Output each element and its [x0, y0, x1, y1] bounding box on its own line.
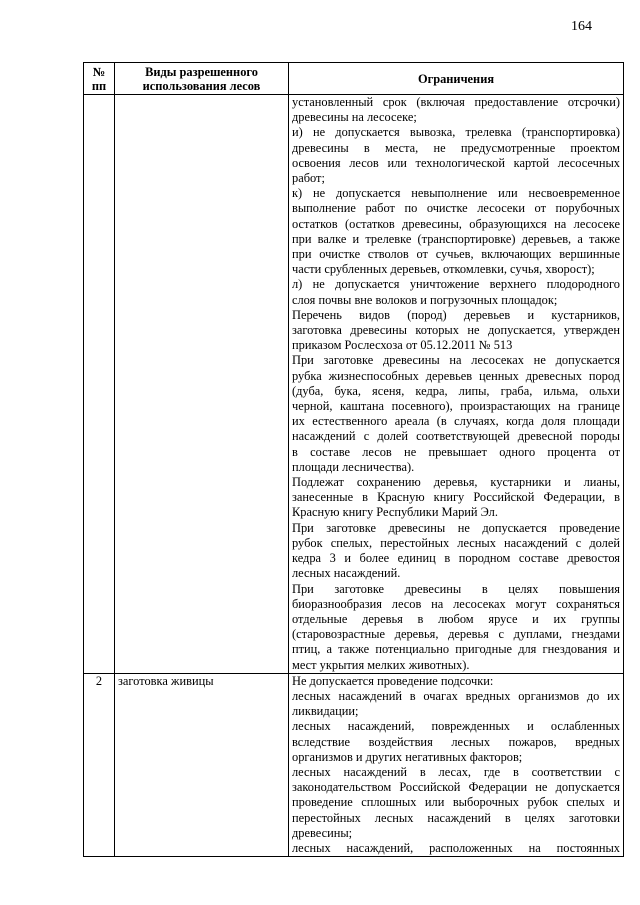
table-row: [84, 673, 624, 856]
text-line: черной, каштана посевного), произрастающих на границе: [292, 399, 620, 414]
text-line: лесных насаждений в лесах, где в соответствии с: [292, 764, 620, 779]
text-line: приказом Рослесхоза от 05.12.2011 № 513: [292, 338, 513, 353]
text-line: их естественного ареала (в случаях, когда доля площади: [292, 414, 620, 429]
text-line: площади лесничества).: [292, 459, 415, 474]
text-line: При заготовке древесины не допускается проведение: [292, 520, 620, 535]
text-line: Подлежат сохранению деревья, кустарники и лианы,: [292, 475, 620, 490]
restrictions-table: [83, 62, 624, 857]
text-line: законодательством Российской Федерации не допускается: [292, 780, 620, 795]
row-num-cell: [84, 95, 115, 674]
text-line: работ;: [292, 171, 325, 186]
header-kind-line: использования лесов: [142, 78, 261, 93]
text-line: Не допускается проведение подсочки:: [292, 673, 494, 688]
table-header-row: [84, 63, 624, 95]
page-number: 164: [571, 19, 592, 34]
text-line: при валке и трелевке (транспортировке) деревьев, а также: [292, 231, 620, 246]
text-line: и) не допускается вывозка, трелевка (транспортировка): [292, 125, 620, 140]
row-kind-cell: заготовка живицы: [115, 673, 289, 856]
text-line: При заготовке древесины в целях повышения: [292, 581, 620, 596]
text-line: насаждений с долей соответствующей древесной породы: [292, 429, 620, 444]
header-kind-line: Виды разрешенного: [145, 64, 258, 79]
text-line: слоя почвы вне волоков и погрузочных площадок;: [292, 292, 558, 307]
header-restrictions: Ограничения: [289, 63, 624, 95]
text-line: рубок спелых, перестойных лесных насаждений с долей: [292, 535, 620, 550]
text-line: лесных насаждений.: [292, 566, 401, 581]
row-restrictions-cell: [289, 673, 624, 856]
text-line: птиц, а также потенциально пригодные для гнездования и: [292, 642, 620, 657]
text-line: выполнение работ по очистке лесосеки от порубочных: [292, 201, 620, 216]
restrictions-text: [292, 95, 620, 673]
text-line: части срубленных деревьев, откомлевки, сучья, хворост);: [292, 262, 595, 277]
text-line: древесины на лесосеке;: [292, 110, 417, 125]
header-num-line: пп: [91, 78, 107, 93]
text-line: организмов и других негативных факторов;: [292, 749, 523, 764]
text-line: Перечень видов (пород) деревьев и кустарников,: [292, 307, 620, 322]
text-line: проведение сплошных или выборочных рубок спелых и: [292, 795, 620, 810]
text-line: кедра 3 и более единиц в породном составе древостоя: [292, 551, 620, 566]
text-line: (старовозрастные деревья, деревья с дуплами, гнездами: [292, 627, 620, 642]
text-line: мест укрытия мелких животных).: [292, 657, 470, 672]
text-line: При заготовке древесины на лесосеках не допускается: [292, 353, 620, 368]
restrictions-text: [292, 674, 620, 856]
text-line: вследствие воздействия лесных пожаров, вредных: [292, 734, 620, 749]
text-line: освоения лесов или технологической картой лесосечных: [292, 155, 620, 170]
text-line: ликвидации;: [292, 704, 359, 719]
row-restrictions-cell: [289, 95, 624, 674]
row-kind-cell: [115, 95, 289, 674]
text-line: в составе лесов не превышает одного процента от: [292, 444, 620, 459]
text-line: перестойных лесных насаждений в целях заготовки: [292, 810, 620, 825]
text-line: лесных насаждений, поврежденных и ослабленных: [292, 719, 620, 734]
text-line: (дуба, бука, ясеня, кедра, липы, граба, ильма, ольхи: [292, 383, 620, 398]
text-line: древесины;: [292, 825, 353, 840]
text-line: рубка жизнеспособных деревьев ценных древесных пород: [292, 368, 620, 383]
text-line: остатков (остатков древесины, образующихся на лесосеке: [292, 216, 620, 231]
text-line: древесины в места, не предусмотренные проектом: [292, 140, 620, 155]
text-line: биоразнообразия лесов на лесосеках могут сохраняться: [292, 596, 620, 611]
text-line: заготовка древесины которых не допускается, утвержден: [292, 323, 620, 338]
header-num: [84, 63, 115, 95]
header-num-line: №: [92, 64, 106, 79]
text-line: лесных насаждений, расположенных на постоянных: [292, 840, 620, 855]
text-line: л) не допускается уничтожение верхнего плодородного: [292, 277, 620, 292]
text-line: к) не допускается невыполнение или несвоевременное: [292, 186, 620, 201]
text-line: Красную книгу Республики Марий Эл.: [292, 505, 498, 520]
text-line: установленный срок (включая предоставление отсрочки): [292, 95, 620, 109]
text-line: занесенные в Красную книгу Российской Федерации, в: [292, 490, 620, 505]
text-line: при очистке стволов от сучьев, включающих вершинные: [292, 247, 620, 262]
table-row: [84, 95, 624, 674]
text-line: отдельные деревья в любом ярусе и их группы: [292, 611, 620, 626]
row-num-cell: 2: [84, 673, 115, 856]
text-line: лесных насаждений в очагах вредных организмов до их: [292, 688, 620, 703]
header-kind: [115, 63, 289, 95]
